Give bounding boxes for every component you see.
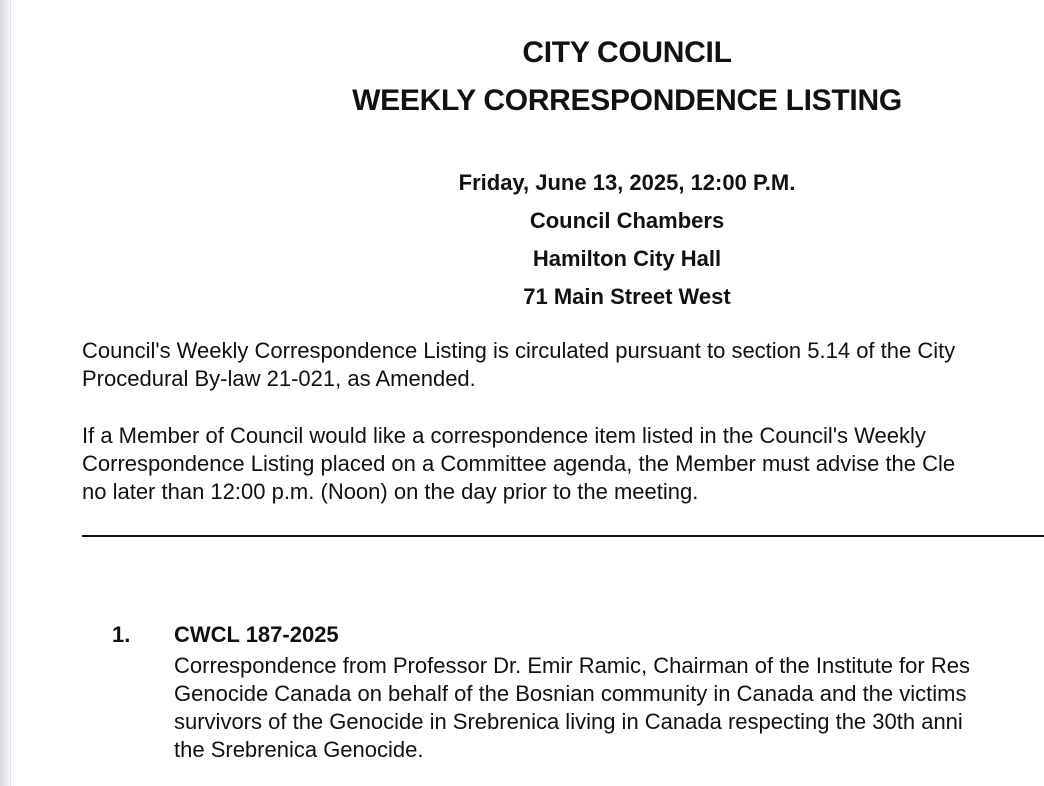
meeting-building: Hamilton City Hall [532,246,722,271]
paragraph-line: Procedural By-law 21-021, as Amended. [82,366,476,391]
paragraph-line: Correspondence Listing placed on a Committee agenda, the Member must advise the Cle [82,451,956,476]
intro-paragraph-2 [82,422,955,506]
paragraph-line: If a Member of Council would like a correspondence item listed in the Council's Weekly [82,423,926,448]
document-title-line2: WEEKLY CORRESPONDENCE LISTING [352,84,902,117]
paragraph-line: no later than 12:00 p.m. (Noon) on the day prior to the meeting. [82,479,699,504]
meeting-datetime: Friday, June 13, 2025, 12:00 P.M. [458,170,796,195]
description-line: the Srebrenica Genocide. [174,737,424,762]
intro-paragraph-1 [82,337,955,393]
document-title-line1: CITY COUNCIL [522,36,732,69]
description-line: Genocide Canada on behalf of the Bosnian community in Canada and the victims [174,681,967,706]
description-line: survivors of the Genocide in Srebrenica living in Canada respecting the 30th anni [174,709,963,734]
item-description [174,652,970,764]
meeting-address: 71 Main Street West [523,284,731,309]
meeting-room: Council Chambers [529,208,725,233]
horizontal-divider [82,535,1044,537]
item-number: 1. [112,622,131,647]
item-code: CWCL 187-2025 [174,622,339,647]
description-line: Correspondence from Professor Dr. Emir Ramic, Chairman of the Institute for Res [174,653,970,678]
paragraph-line: Council's Weekly Correspondence Listing is circulated pursuant to section 5.14 of the City [82,338,956,363]
